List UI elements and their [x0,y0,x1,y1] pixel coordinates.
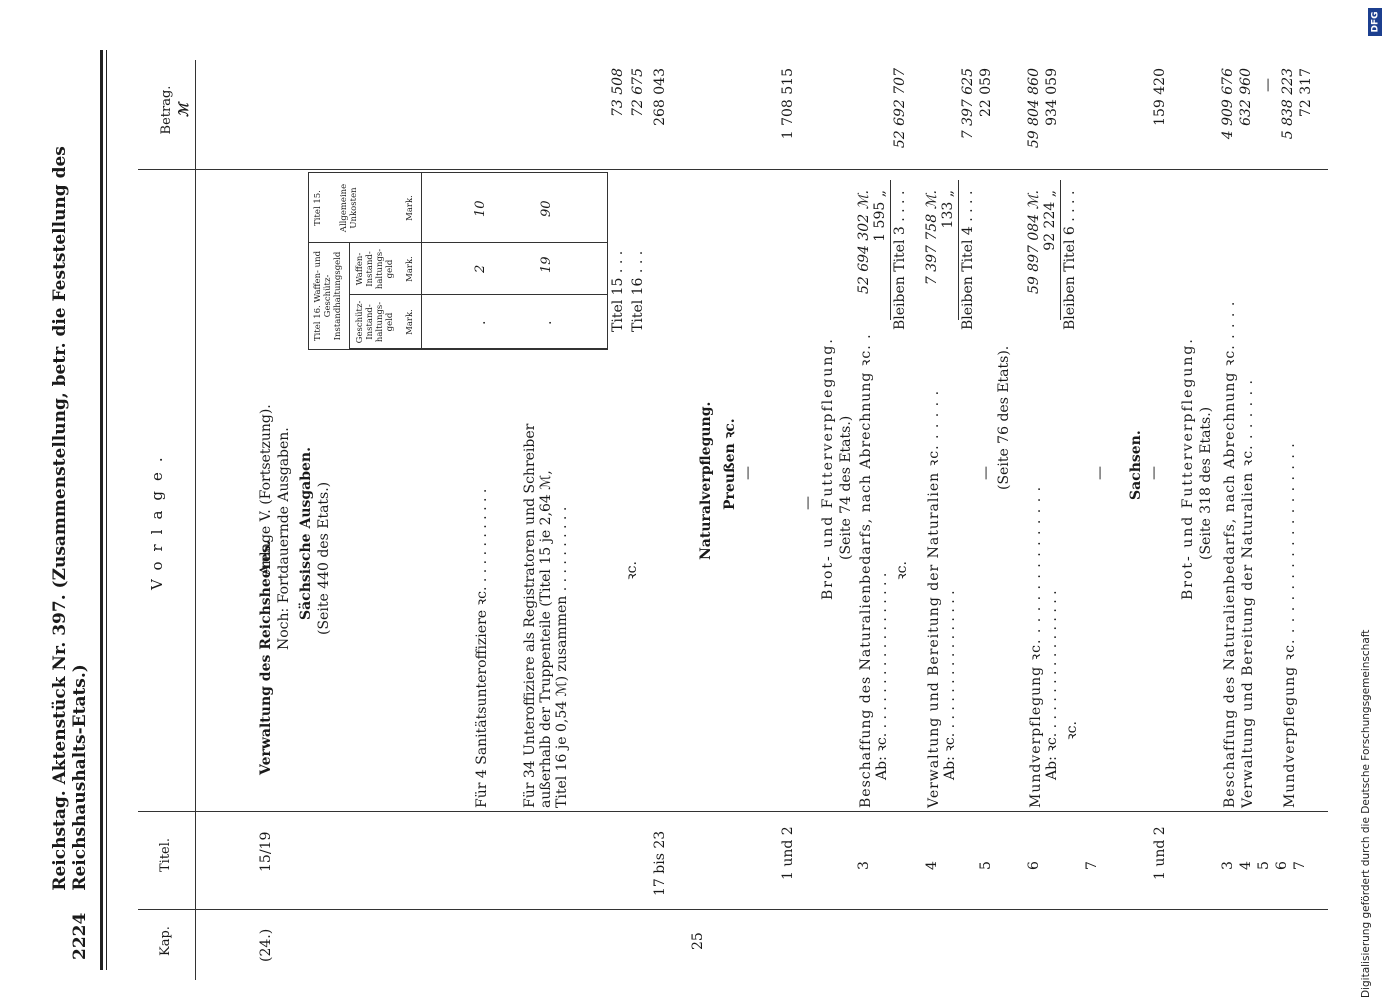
amount-t15: 73 508 [610,68,626,117]
titel-text-divider [138,811,1328,812]
kap25-r7-titel: 7 [1084,861,1100,870]
subtable-r1-c2: 2 [473,264,488,273]
subtable-col2b-sub: Geschütz-Instand-haltungs-geld [355,300,395,344]
kap25-r6-ab: Ab: ꝛc. . . . . . . . . . . . . . . . . [1044,590,1060,780]
section-seite: (Seite 440 des Etats.) [316,481,332,635]
sachsen-r6-text: Mundverpflegung ꝛc. . . . . . . . . . . . . . . . . . . [1282,442,1298,808]
kap-column-header: Kap. [158,926,173,956]
kap25-brot: Brot- und Futterverpflegung. [820,337,836,600]
kap25-r4-titel: 4 [924,861,940,870]
kap-titel-divider [138,909,1328,910]
section-title: Verwaltung des Reichsheeres. [258,540,274,775]
kap25-r3-val1: 52 694 302 ℳ. [856,190,872,295]
sachsen-r1-titel: 1 und 2 [1152,826,1168,880]
section-anlage: Anlage V. (Fortsetzung). [258,404,274,575]
column-header-rule [195,60,196,980]
kap25-r4-bleiben: Bleiben Titel 4 . . . . [960,190,976,330]
sachsen-r4-amount: 632 960 [1238,68,1254,126]
titel-subtable: Titel 15. Allgemeine Unkosten Mark. Titel 16. Waffen- und Geschütz-Instandhaltungsgeld Waffen-Instand-haltungs-geld Geschütz-Instand-haltungs-geld Mark. Mark. 10 2 . 90 19 . [308,172,608,350]
kap25-r4-text: Verwaltung und Bereitung der Naturalien ꝛc. . . . . . [926,389,942,808]
document-title: Vorlage. [148,447,166,590]
kap25-r4-ab: Ab: ꝛc. . . . . . . . . . . . . . . . . [942,590,958,780]
section-line-2c: Titel 16 je 0,54 ℳ) zusammen . . . . . . . . . . [554,506,570,808]
kap25-r3-val2: 1 595 „ [872,190,888,242]
kap25-r3-titel: 3 [856,861,872,870]
section-noch: Noch: Fortdauernde Ausgaben. [276,427,292,650]
section-line-1: Für 4 Sanitätsunteroffiziere ꝛc. . . . . . . . . . . . [474,488,490,808]
header-rule-thick [100,50,103,970]
section-heading: Sächsische Ausgaben. [298,447,314,620]
sachsen-r3-amount: 4 909 676 [1220,68,1236,140]
kap25-r5-amount: 22 059 [978,68,994,117]
subtable-sum-t15: Titel 15 . . . [610,250,626,332]
section-kap: (24.) [258,928,274,962]
section-titel: 15/19 [258,831,274,872]
subtable-r2-c2: 19 [539,256,554,273]
subtable-r1-c1: 10 [473,200,488,217]
section-line-2a: Für 34 Unteroffiziere als Registratoren und Schreiber [522,423,538,808]
kap25-r1-amount: 1 708 515 [780,68,796,140]
kap25-r6-val2: 92 224 „ [1042,190,1058,251]
kap25-preussen: Preußen ꝛc. [722,418,738,510]
titel-column-header: Titel. [158,837,173,872]
page-header-title: Reichstag. Aktenstück Nr. 397. (Zusammenstellung, betr. die Feststellung des Reichshaushalts-Etats.) [50,146,90,891]
sachsen-title: Sachsen. [1128,430,1144,500]
betrag-column-header: Betrag. ℳ [159,85,192,135]
range-titel-17-23: 17 bis 23 [652,830,668,896]
document-page: 2224 Reichstag. Aktenstück Nr. 397. (Zusammenstellung, betr. die Feststellung des Reichshaushalts-Etats.) Kap. Titel. Betrag. ℳ Vorlage. (24.) 15/19 Verwaltung des Reichsheeres. Anlage V. (Fortsetzung). Noch: Fortdauernde Ausgaben. Sächsische Ausgaben. (Seite 440 des Etats.) Für 4 Sanitätsunteroffiziere ꝛc. . . . . . . . . . . . Für 34 Unteroffiziere als Registratoren und Schreiber außerhalb der Truppenteile (Titel 15 je 2,64 ℳ, Titel 16 je 0,54 ℳ) zusammen . . . . . . . . . . ꝛc. Titel 15. Allgemeine Unkosten Mark. Titel 16. Waffen- und Geschütz-Instandhaltungsgeld Waffen-Instand-haltungs-geld Geschütz-Instand-haltungs-geld Mark. Mark. 10 2 . 90 19 . Titel 15 . . . Titel 16 . . . 73 508 72 675 268 043 17 bis 23 25 Naturalverpflegung. Preußen ꝛc. — 1 und 2 1 708 515 — Brot- und Futterverpflegung. (Seite 74 des Etats.) 3 Beschaffung des Naturalienbedarfs, nach Abrechnung ꝛc. . Ab: ꝛc. . . . . . . . . . . . . . . . . . . 52 694 302 ℳ. 1 595 „ ꝛc. Bleiben Titel 3 . . . . 52 692 707 4 Verwaltung und Bereitung der Naturalien ꝛc. . . . . . Ab: ꝛc. . . . . . . . . . . . . . . . . 7 397 758 ℳ. 133 „ Bleiben Titel 4 . . . . 7 397 625 5 22 059 — (Seite 76 des Etats). 6 Mundverpflegung ꝛc. . . . . . . . . . . . . . . Ab: ꝛc. . . . . . . . . . . . . . . . . 59 897 084 ℳ. 92 224 „ ꝛc. Bleiben Titel 6 . . . . 59 804 860 7 934 059 — Sachsen. — 1 und 2 159 420 Brot- und Futterverpflegung. (Seite 318 des Etats.) 3 Beschaffung des Naturalienbedarfs, nach Abrechnung ꝛc. . . . . 4 909 676 4 Verwaltung und Bereitung der Naturalien ꝛc. . . . . . . 632 960 5 — 6 Mundverpflegung ꝛc. . . . . . . . . . . . . . . . . . . 5 838 223 7 72 317 [40,20,1330,980]
kap25-r3-ab: Ab: ꝛc. . . . . . . . . . . . . . . . . . . [874,572,890,780]
amount-t16: 72 675 [630,68,646,117]
sachsen-r4-titel: 4 [1238,861,1254,870]
subtable-sum-t16: Titel 16 . . . [630,250,646,332]
kap25-r6-val1: 59 897 084 ℳ. [1026,190,1042,295]
kap25-title: Naturalverpflegung. [698,401,714,560]
kap25-r6-bleiben: Bleiben Titel 6 . . . . [1062,190,1078,330]
sachsen-r3-titel: 3 [1220,861,1236,870]
kap25-r6-titel: 6 [1026,861,1042,870]
kap25-r4-amount: 7 397 625 [960,68,976,140]
kap25-r4-val2: 133 „ [940,190,956,229]
subtable-r1-c3: . [473,320,489,325]
sachsen-r5-amount: — [1260,78,1276,92]
kap25-r5-titel: 5 [978,861,994,870]
sachsen-r3-text: Beschaffung des Naturalienbedarfs, nach Abrechnung ꝛc. . . . . [1222,300,1238,808]
kap25-r1-titel: 1 und 2 [780,826,796,880]
page-number: 2224 [70,912,90,960]
subtable-col1-head: Titel 15. [313,190,323,226]
text-betrag-divider [138,169,1328,170]
page-header [40,20,94,980]
kap-25: 25 [690,932,706,950]
kap25-r4-val1: 7 397 758 ℳ. [924,190,940,286]
amount-17-23: 268 043 [652,68,668,126]
funding-note-text: Digitalisierung gefördert durch die Deutsche Forschungsgemeinschaft [1360,629,1372,998]
kap25-r3-amount: 52 692 707 [892,68,908,149]
sachsen-seite: (Seite 318 des Etats.) [1198,406,1214,560]
kap25-r6-text: Mundverpflegung ꝛc. . . . . . . . . . . . . . . [1028,485,1044,808]
section-line-2b: außerhalb der Truppenteile (Titel 15 je 2,64 ℳ, [538,470,554,808]
kap25-mund-seite: (Seite 76 des Etats). [996,345,1012,490]
sachsen-r1-amount: 159 420 [1152,68,1168,126]
sachsen-r6-titel: 6 [1274,861,1290,870]
kap25-r3-text: Beschaffung des Naturalienbedarfs, nach Abrechnung ꝛc. . [858,333,874,808]
kap25-r7-amount: 934 059 [1044,68,1060,126]
section-etc: ꝛc. [624,561,640,580]
sachsen-r7-titel: 7 [1292,861,1308,870]
funding-note [1358,8,1380,1000]
subtable-col2-head: Titel 16. Waffen- und Geschütz-Instandhaltungsgeld [313,250,343,342]
subtable-col1-unit: Mark. [405,195,415,221]
sachsen-r7-amount: 72 317 [1298,68,1314,117]
subtable-col2a-sub: Waffen-Instand-haltungs-geld [355,248,395,290]
dfg-logo: DFG [1368,8,1382,36]
header-rule-thin [106,50,107,970]
sachsen-r4-text: Verwaltung und Bereitung der Naturalien ꝛc. . . . . . . [1240,379,1256,808]
kap25-seite: (Seite 74 des Etats.) [838,415,854,560]
sachsen-r6-amount: 5 838 223 [1280,68,1296,140]
kap25-r3-bleiben: Bleiben Titel 3 . . . . [892,190,908,330]
sachsen-r5-titel: 5 [1256,861,1272,870]
sachsen-brot: Brot- und Futterverpflegung. [1180,337,1196,600]
subtable-col1-sub: Allgemeine Unkosten [339,183,359,233]
subtable-r2-c1: 90 [539,200,554,217]
kap25-r6-amount: 59 804 860 [1026,68,1042,149]
subtable-r2-c3: . [539,320,555,325]
